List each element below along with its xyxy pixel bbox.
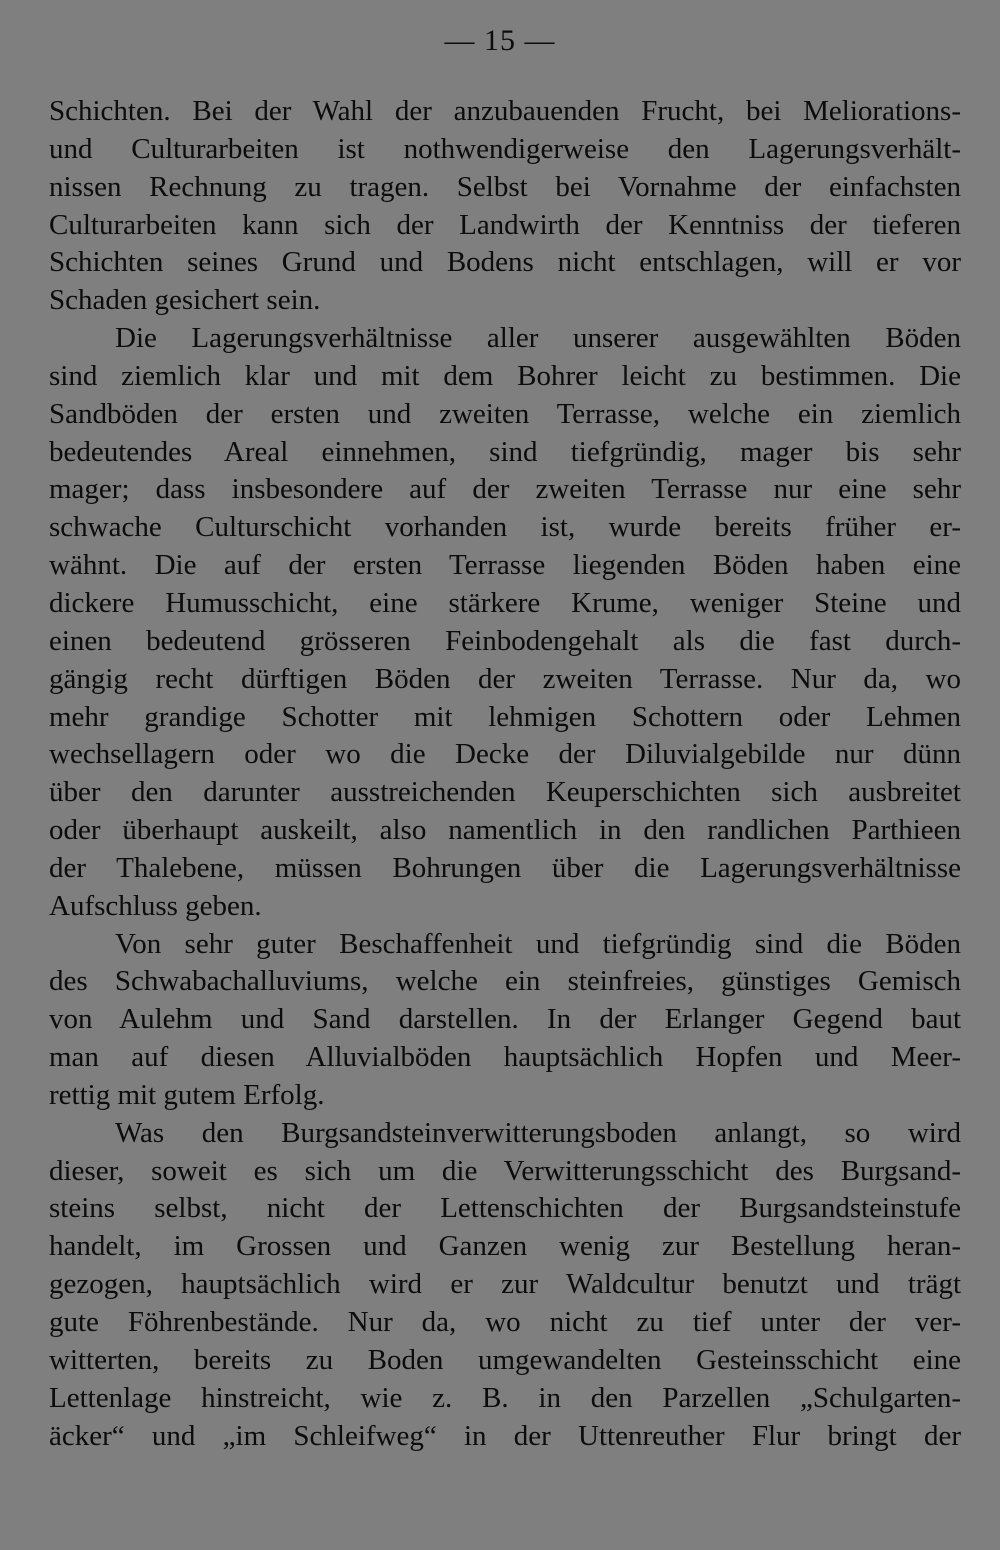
text-line: Culturarbeiten kann sich der Landwirth der Kenntniss der tieferen [49,208,961,241]
text-line: gängig recht dürftigen Böden der zweiten Terrasse. Nur da, wo [49,662,961,695]
text-line: Was den Burgsandsteinverwitterungsboden anlangt, so wird [115,1116,961,1149]
text-line: Sandböden der ersten und zweiten Terrasse, welche ein ziemlich [49,397,961,430]
text-line: Aufschluss geben. [49,889,262,922]
text-line: Schaden gesichert sein. [49,284,321,317]
text-line: Lettenlage hinstreicht, wie z. B. in den Parzellen „Schulgarten- [49,1381,961,1414]
text-line: gezogen, hauptsächlich wird er zur Waldcultur benutzt und trägt [49,1268,961,1301]
text-line: und Culturarbeiten ist nothwendigerweise den Lagerungsverhält- [49,132,961,165]
text-line: schwache Culturschicht vorhanden ist, wurde bereits früher er- [49,511,961,544]
text-line: man auf diesen Alluvialböden hauptsächlich Hopfen und Meer- [49,1041,961,1074]
body-text [49,93,961,1455]
text-line: über den darunter ausstreichenden Keuperschichten sich ausbreitet [49,776,961,809]
text-line: der Thalebene, müssen Bohrungen über die Lagerungsverhältnisse [49,851,961,884]
text-line: Die Lagerungsverhältnisse aller unserer ausgewählten Böden [115,322,961,355]
text-line: sind ziemlich klar und mit dem Bohrer leicht zu bestimmen. Die [49,359,961,392]
text-line: oder überhaupt auskeilt, also namentlich in den randlichen Parthieen [49,814,961,847]
text-line: äcker“ und „im Schleifweg“ in der Uttenreuther Flur bringt der [49,1419,961,1452]
text-line: Von sehr guter Beschaffenheit und tiefgründig sind die Böden [115,927,961,960]
text-line: wähnt. Die auf der ersten Terrasse liegenden Böden haben eine [49,549,961,582]
text-line: von Aulehm und Sand darstellen. In der Erlanger Gegend baut [49,1003,961,1036]
text-line: mehr grandige Schotter mit lehmigen Schottern oder Lehmen [49,700,961,733]
page-number: — 15 — [444,24,556,57]
text-line: gute Föhrenbestände. Nur da, wo nicht zu tief unter der ver- [49,1306,961,1338]
text-line: Schichten. Bei der Wahl der anzubauenden Frucht, bei Meliorations- [49,95,961,127]
text-line: einen bedeutend grösseren Feinbodengehalt als die fast durch- [49,624,961,657]
text-line: mager; dass insbesondere auf der zweiten Terrasse nur eine sehr [49,473,961,506]
text-line: Schichten seines Grund und Bodens nicht entschlagen, will er vor [49,246,961,279]
text-line: handelt, im Grossen und Ganzen wenig zur Bestellung heran- [49,1230,961,1263]
text-line: witterten, bereits zu Boden umgewandelten Gesteinsschicht eine [49,1343,961,1376]
text-line: des Schwabachalluviums, welche ein steinfreies, günstiges Gemisch [49,965,961,998]
text-line: nissen Rechnung zu tragen. Selbst bei Vornahme der einfachsten [49,170,961,203]
text-line: steins selbst, nicht der Lettenschichten der Burgsandsteinstufe [49,1192,961,1225]
text-line: bedeutendes Areal einnehmen, sind tiefgründig, mager bis sehr [49,435,961,468]
text-line: dickere Humusschicht, eine stärkere Krume, weniger Steine und [49,586,961,619]
text-line: rettig mit gutem Erfolg. [49,1078,325,1111]
text-line: dieser, soweit es sich um die Verwitterungsschicht des Burgsand- [49,1154,961,1187]
text-line: wechsellagern oder wo die Decke der Diluvialgebilde nur dünn [49,738,961,771]
